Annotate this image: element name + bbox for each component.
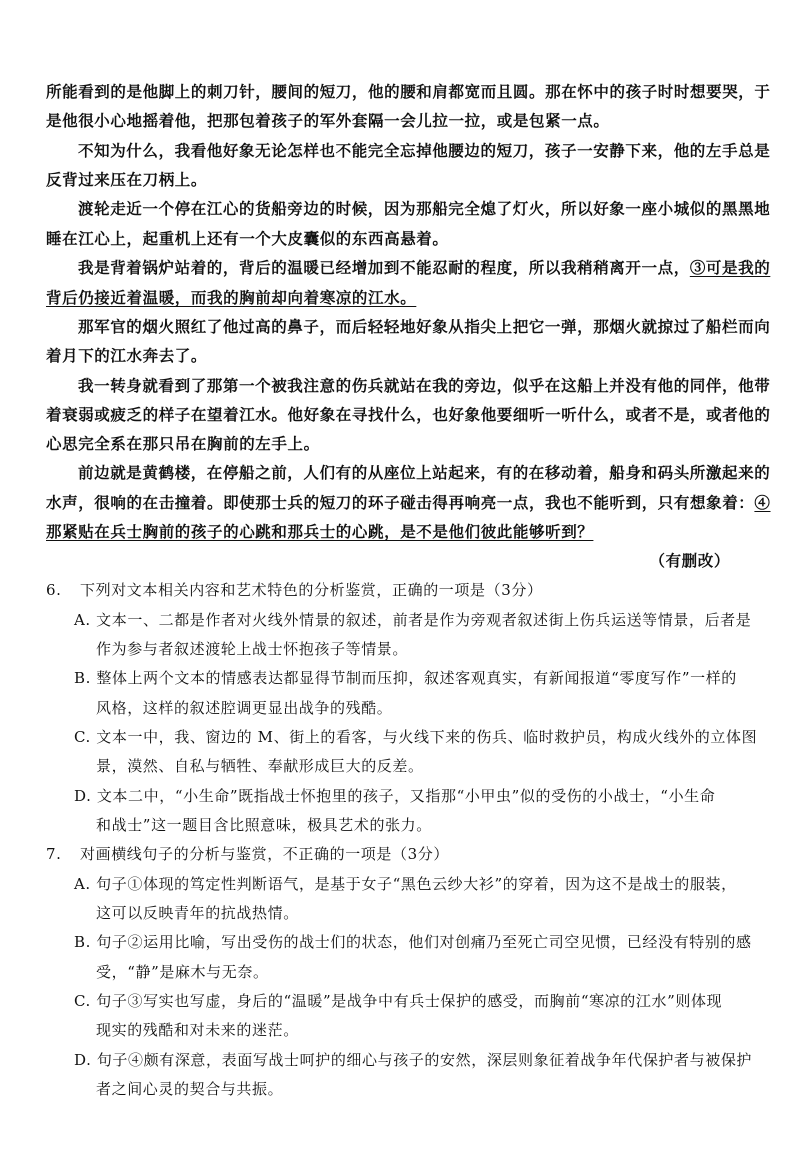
passage-line: 不知为什么，我看他好象无论怎样也不能完全忘掉他腰边的短刀，孩子一安静下来，他的左手总是 [78, 141, 771, 160]
option-a: A. 句子①体现的笃定性判断语气，是基于女子“黑色云纱大衫”的穿着，因为这不是战士的服装， [74, 875, 737, 893]
passage-text: 我是背着锅炉站着的，背后的温暖已经增加到不能忍耐的程度，所以我稍稍离开一点， [78, 258, 690, 277]
passage-line: 睡在江心上，起重机上还有一个大皮囊似的东西高悬着。 [46, 229, 449, 248]
option-c-cont: 现实的残酷和对未来的迷茫。 [96, 1021, 299, 1039]
passage-line: 那军官的烟火照红了他过高的鼻子，而后轻轻地好象从指尖上把它一弹，那烟火就掠过了船栏而向 [78, 317, 771, 336]
passage-line: 心思完全系在那只吊在胸前的左手上。 [46, 434, 320, 453]
passage-line: 是他很小心地摇着他，把那包着孩子的军外套隔一会儿拉一拉，或是包紧一点。 [46, 111, 610, 130]
option-b-cont: 风格，这样的叙述腔调更显出战争的残酷。 [96, 699, 393, 717]
option-b: B. 句子②运用比喻，写出受伤的战士们的状态，他们对创痛乃至死亡司空见惯，已经没有特别的感 [74, 933, 752, 951]
option-c: C. 文本一中，我、窗边的 M、街上的看客，与火线下来的伤兵、临时救护员，构成火线外的立体图 [74, 728, 758, 746]
question-number: 7. [46, 845, 62, 863]
option-c: C. 句子③写实也写虚，身后的“温暖”是战争中有兵士保护的感受，而胸前“寒凉的江水”则体现 [74, 992, 723, 1010]
passage-line [46, 522, 756, 542]
option-c-cont: 景，漠然、自私与牺牲、奉献形成巨大的反差。 [96, 757, 424, 775]
question-stem: 下列对文本相关内容和艺术特色的分析鉴赏，正确的一项是（3分） [80, 581, 543, 599]
passage-line: 我一转身就看到了那第一个被我注意的伤兵就站在我的旁边，似乎在这船上并没有他的同伴，他带 [78, 376, 771, 395]
passage-line [46, 288, 756, 308]
underlined-sentence-3: ③可是我的 [689, 258, 771, 277]
option-a-cont: 作为参与者叙述渡轮上战士怀抱孩子等情景。 [96, 640, 409, 658]
question-number: 6. [46, 581, 62, 599]
underlined-sentence-4-cont: 那紧贴在兵士胸前的孩子的心跳和那兵士的心跳，是不是他们彼此能够听到？ [46, 522, 594, 541]
option-d: D. 文本二中，“小生命”既指战士怀抱里的孩子，又指那“小甲虫”似的受伤的小战士，“小生命 [74, 787, 716, 805]
passage-line: 反背过来压在刀柄上。 [46, 170, 208, 189]
option-d: D. 句子④颇有深意，表面写战士呵护的细心与孩子的安然，深层则象征着战争年代保护者与被保护 [74, 1051, 753, 1069]
passage-line: 前边就是黄鹤楼，在停船之前，人们有的从座位上站起来，有的在移动着，船身和码头所激起来的 [78, 463, 771, 482]
option-d-cont: 和战士”这一题目含比照意味，极具艺术的张力。 [96, 816, 432, 834]
passage-line: 着月下的江水奔去了。 [46, 346, 208, 365]
underlined-sentence-4: ④ [754, 493, 771, 512]
option-a-cont: 这可以反映青年的抗战热情。 [96, 904, 299, 922]
passage-line: 渡轮走近一个停在江心的货船旁边的时候，因为那船完全熄了灯火，所以好象一座小城似的黑黑地 [78, 199, 771, 218]
option-b: B. 整体上两个文本的情感表达都显得节制而压抑，叙述客观真实，有新闻报道“零度写作”一样的 [74, 669, 737, 687]
underlined-sentence-3-cont: 背后仍接近着温暖，而我的胸前却向着寒凉的江水。 [46, 288, 417, 307]
question-stem: 对画横线句子的分析与鉴赏，不正确的一项是（3分） [80, 845, 449, 863]
option-a: A. 文本一、二都是作者对火线外情景的叙述，前者是作为旁观者叙述街上伤兵运送等情景，后者是 [74, 611, 752, 629]
passage-line: 着衰弱或疲乏的样子在望着江水。他好象在寻找什么，也好象他要细听一听什么，或者不是，或者他的 [46, 405, 771, 424]
option-b-cont: 受，“静”是麻木与无奈。 [96, 963, 269, 981]
passage-text: 水声，很响的在击撞着。即使那士兵的短刀的环子碰击得再响亮一点，我也不能听到，只有想象着： [46, 493, 755, 512]
option-d-cont: 者之间心灵的契合与共振。 [96, 1080, 284, 1098]
passage-line [78, 258, 771, 278]
revision-note: （有删改） [649, 551, 730, 570]
passage-line: 所能看到的是他脚上的刺刀针，腰间的短刀，他的腰和肩都宽而且圆。那在怀中的孩子时时想要哭，于 [46, 82, 771, 101]
passage-line [46, 493, 771, 513]
